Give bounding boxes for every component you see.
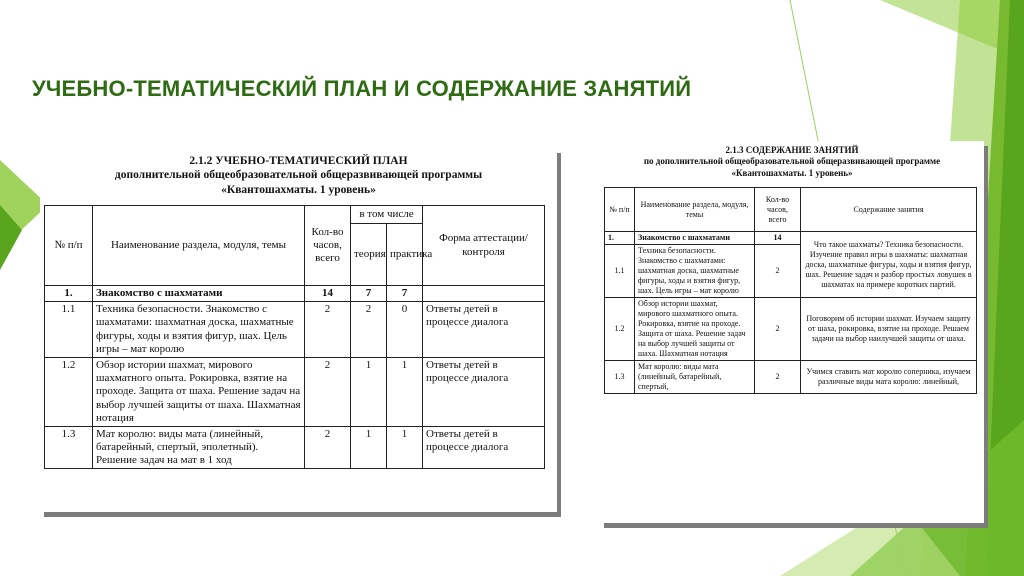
- table-row: [605, 298, 977, 361]
- table-row: [605, 232, 977, 245]
- row-theory: 1: [351, 357, 387, 426]
- col-total-header: Кол-во часов, всего: [305, 206, 351, 286]
- content-table-header: [605, 188, 977, 232]
- row-num: 1.2: [45, 357, 93, 426]
- col-total-header: Кол-во часов, всего: [755, 188, 801, 232]
- row-name: Знакомство с шахматами: [93, 286, 305, 302]
- row-num: 1.2: [605, 298, 635, 361]
- row-name: Техника безопасности. Знакомство с шахматами: шахматная доска, шахматные фигуры, ходы и взятия фигур, шах. Цель игры – мат королю: [93, 302, 305, 358]
- row-num: 1.1: [45, 302, 93, 358]
- row-practice: 1: [387, 357, 423, 426]
- col-theory-header: теория: [351, 224, 387, 286]
- row-practice: 7: [387, 286, 423, 302]
- row-total: 14: [305, 286, 351, 302]
- plan-heading-line1: 2.1.2 УЧЕБНО-ТЕМАТИЧЕСКИЙ ПЛАН: [189, 155, 408, 167]
- row-content: Поговорим об истории шахмат. Изучаем защиту от шаха, рокировка, взятие на проходе. Решаем задачи на выбор наилучшей защиты от шаха.: [801, 298, 977, 361]
- content-heading-line2: по дополнительной общеобразовательной общеразвивающей программе: [643, 156, 941, 167]
- table-row: [45, 426, 545, 469]
- row-total: 2: [755, 361, 801, 394]
- plan-document-image: [40, 148, 557, 512]
- plan-heading-line2: дополнительной общеобразовательной общеразвивающей программы: [114, 169, 483, 182]
- row-name: Техника безопасности. Знакомство с шахматами: шахматная доска, шахматные фигуры, ходы и взятия фигур, шах. Цель игры – мат королю: [635, 245, 755, 298]
- table-row: [45, 357, 545, 426]
- row-content: Что такое шахматы? Техника безопасности. Изучение правил игры в шахматы: шахматная доска, шахматные фигуры, ходы и взятия фигур, шах. Решение задач и разбор простых ловушек в шахматах на примере коротких партий.: [801, 232, 977, 298]
- row-form: Ответы детей в процессе диалога: [423, 426, 545, 469]
- row-theory: 1: [351, 426, 387, 469]
- col-form-header: Форма аттестации/ контроля: [423, 206, 545, 286]
- row-name: Обзор истории шахмат, мирового шахматного опыта. Рокировка, взятие на проходе. Защита от шаха. Решение задач на выбор лучшей защиты от шаха. Шахматная нотация: [635, 298, 755, 361]
- row-total: 2: [305, 426, 351, 469]
- row-total: 2: [305, 302, 351, 358]
- col-name-header: Наименование раздела, модуля, темы: [635, 188, 755, 232]
- row-total: 2: [305, 357, 351, 426]
- row-practice: 0: [387, 302, 423, 358]
- col-name-header: Наименование раздела, модуля, темы: [93, 206, 305, 286]
- row-form: Ответы детей в процессе диалога: [423, 357, 545, 426]
- row-name: Знакомство с шахматами: [635, 232, 755, 245]
- row-name: Мат королю: виды мата (линейный, батарейный, спертый, эполетный). Решение задач на мат в 1 ход: [93, 426, 305, 469]
- content-heading-line1: 2.1.3 СОДЕРЖАНИЕ ЗАНЯТИЙ: [725, 145, 859, 155]
- row-num: 1.3: [45, 426, 93, 469]
- content-document-image: [600, 141, 984, 523]
- col-num-header: № п/п: [45, 206, 93, 286]
- content-heading-line3: «Квантошахматы. 1 уровень»: [731, 167, 853, 178]
- content-table: [604, 187, 977, 394]
- plan-heading-line3: «Квантошахматы. 1 уровень»: [221, 183, 376, 196]
- row-theory: 2: [351, 302, 387, 358]
- row-form: Ответы детей в процессе диалога: [423, 302, 545, 358]
- table-row: [45, 286, 545, 302]
- row-total: 2: [755, 245, 801, 298]
- row-num: 1.: [605, 232, 635, 245]
- row-name: Мат королю: виды мата (линейный, батарейный, спертый,: [635, 361, 755, 394]
- row-total: 14: [755, 232, 801, 245]
- row-total: 2: [755, 298, 801, 361]
- row-num: 1.3: [605, 361, 635, 394]
- col-num-header: № п/п: [605, 188, 635, 232]
- row-form: [423, 286, 545, 302]
- col-content-header: Содержание занятия: [801, 188, 977, 232]
- plan-table-header: [45, 206, 545, 224]
- slide-title: УЧЕБНО-ТЕМАТИЧЕСКИЙ ПЛАН И СОДЕРЖАНИЕ ЗАНЯТИЙ: [32, 76, 692, 101]
- plan-heading: [40, 154, 557, 197]
- row-content: Учимся ставить мат королю соперника, изучаем различные виды мата королю: линейный,: [801, 361, 977, 394]
- content-heading: [600, 145, 984, 179]
- plan-table: [44, 205, 545, 469]
- col-incl-header: в том числе: [351, 206, 423, 224]
- row-num: 1.: [45, 286, 93, 302]
- row-name: Обзор истории шахмат, мирового шахматного опыта. Рокировка, взятие на проходе. Защита от шаха. Решение задач на выбор лучшей защиты от шаха. Шахматная нотация: [93, 357, 305, 426]
- row-theory: 7: [351, 286, 387, 302]
- col-practice-header: практика: [387, 224, 423, 286]
- table-row: [45, 302, 545, 358]
- table-row: [605, 361, 977, 394]
- row-practice: 1: [387, 426, 423, 469]
- row-num: 1.1: [605, 245, 635, 298]
